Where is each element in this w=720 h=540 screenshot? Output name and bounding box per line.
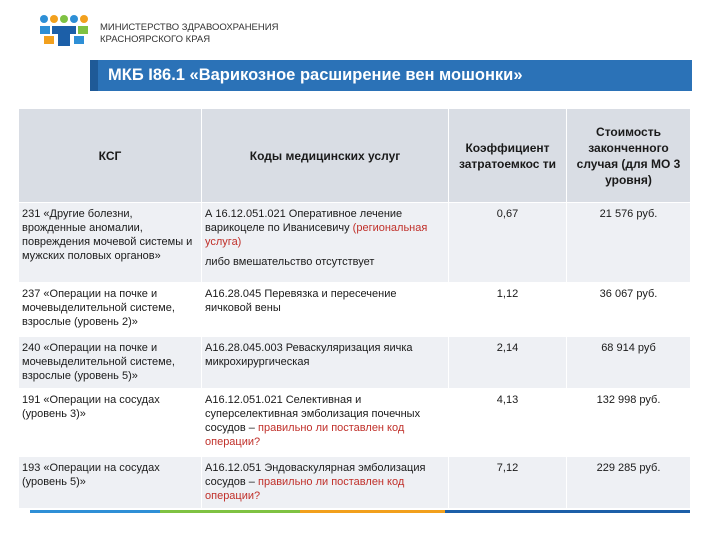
code-main: А16.28.045.003 Реваскуляризация яичка микрохирургическая xyxy=(205,342,413,368)
col-header-ksg: КСГ xyxy=(19,109,202,203)
ksg-table xyxy=(18,108,691,509)
footer-strip-orange xyxy=(300,510,445,513)
col-header-codes: Коды медицинских услуг xyxy=(202,109,449,203)
cell-codes xyxy=(202,203,449,283)
cell-cost: 132 998 руб. xyxy=(567,389,691,457)
cell-ksg: 191 «Операции на сосудах (уровень 3)» xyxy=(19,389,202,457)
table-row xyxy=(19,283,691,337)
cell-cost: 36 067 руб. xyxy=(567,283,691,337)
cell-ksg: 240 «Операции на почке и мочевыделительной системе, взрослые (уровень 5)» xyxy=(19,337,202,389)
cell-codes xyxy=(202,457,449,509)
footer-strip-green xyxy=(160,510,300,513)
table-row xyxy=(19,457,691,509)
ministry-logo xyxy=(36,14,92,50)
cell-coef: 0,67 xyxy=(449,203,567,283)
cell-codes xyxy=(202,337,449,389)
slide-title: МКБ I86.1 «Варикозное расширение вен мошонки» xyxy=(108,66,523,84)
code-note: (региональная услуга) xyxy=(205,222,428,248)
cell-cost: 68 914 руб xyxy=(567,337,691,389)
table-header-row xyxy=(19,109,691,203)
code-note: правильно ли поставлен код операции? xyxy=(205,476,405,502)
ministry-line-1: МИНИСТЕРСТВО ЗДРАВООХРАНЕНИЯ xyxy=(100,22,279,33)
cell-coef: 2,14 xyxy=(449,337,567,389)
table-row xyxy=(19,337,691,389)
col-header-coef: Коэффициент затратоемкос ти xyxy=(449,109,567,203)
cell-codes xyxy=(202,389,449,457)
code-main: А 16.12.051.021 Оперативное лечение варикоцеле по Иванисевичу xyxy=(205,208,403,234)
title-bar-accent xyxy=(90,60,98,91)
col-header-cost: Стоимость законченного случая (для МО 3 уровня) xyxy=(567,109,691,203)
code-note: правильно ли поставлен код операции? xyxy=(205,422,405,448)
cell-cost: 229 285 руб. xyxy=(567,457,691,509)
code-main: А16.28.045 Перевязка и пересечение яичковой вены xyxy=(205,288,397,314)
ministry-name xyxy=(100,22,278,46)
table-row xyxy=(19,389,691,457)
cell-coef: 1,12 xyxy=(449,283,567,337)
code-main: А16.12.051.021 Селективная и суперселективная эмболизация почечных сосудов – xyxy=(205,394,421,434)
footer-strip-darkblue xyxy=(445,510,690,513)
table-row xyxy=(19,203,691,283)
code-extra: либо вмешательство отсутствует xyxy=(205,256,375,268)
cell-ksg: 231 «Другие болезни, врожденные аномалии, повреждения мочевой системы и мужских половых органов» xyxy=(19,203,202,283)
cell-ksg: 237 «Операции на почке и мочевыделительной системе, взрослые (уровень 2)» xyxy=(19,283,202,337)
cell-ksg: 193 «Операции на сосудах (уровень 5)» xyxy=(19,457,202,509)
cell-cost: 21 576 руб. xyxy=(567,203,691,283)
code-main: А16.12.051 Эндоваскулярная эмболизация сосудов – xyxy=(205,462,426,488)
cell-codes xyxy=(202,283,449,337)
ministry-line-2: КРАСНОЯРСКОГО КРАЯ xyxy=(100,34,211,45)
cell-coef: 7,12 xyxy=(449,457,567,509)
footer-strip-blue xyxy=(30,510,160,513)
cell-coef: 4,13 xyxy=(449,389,567,457)
